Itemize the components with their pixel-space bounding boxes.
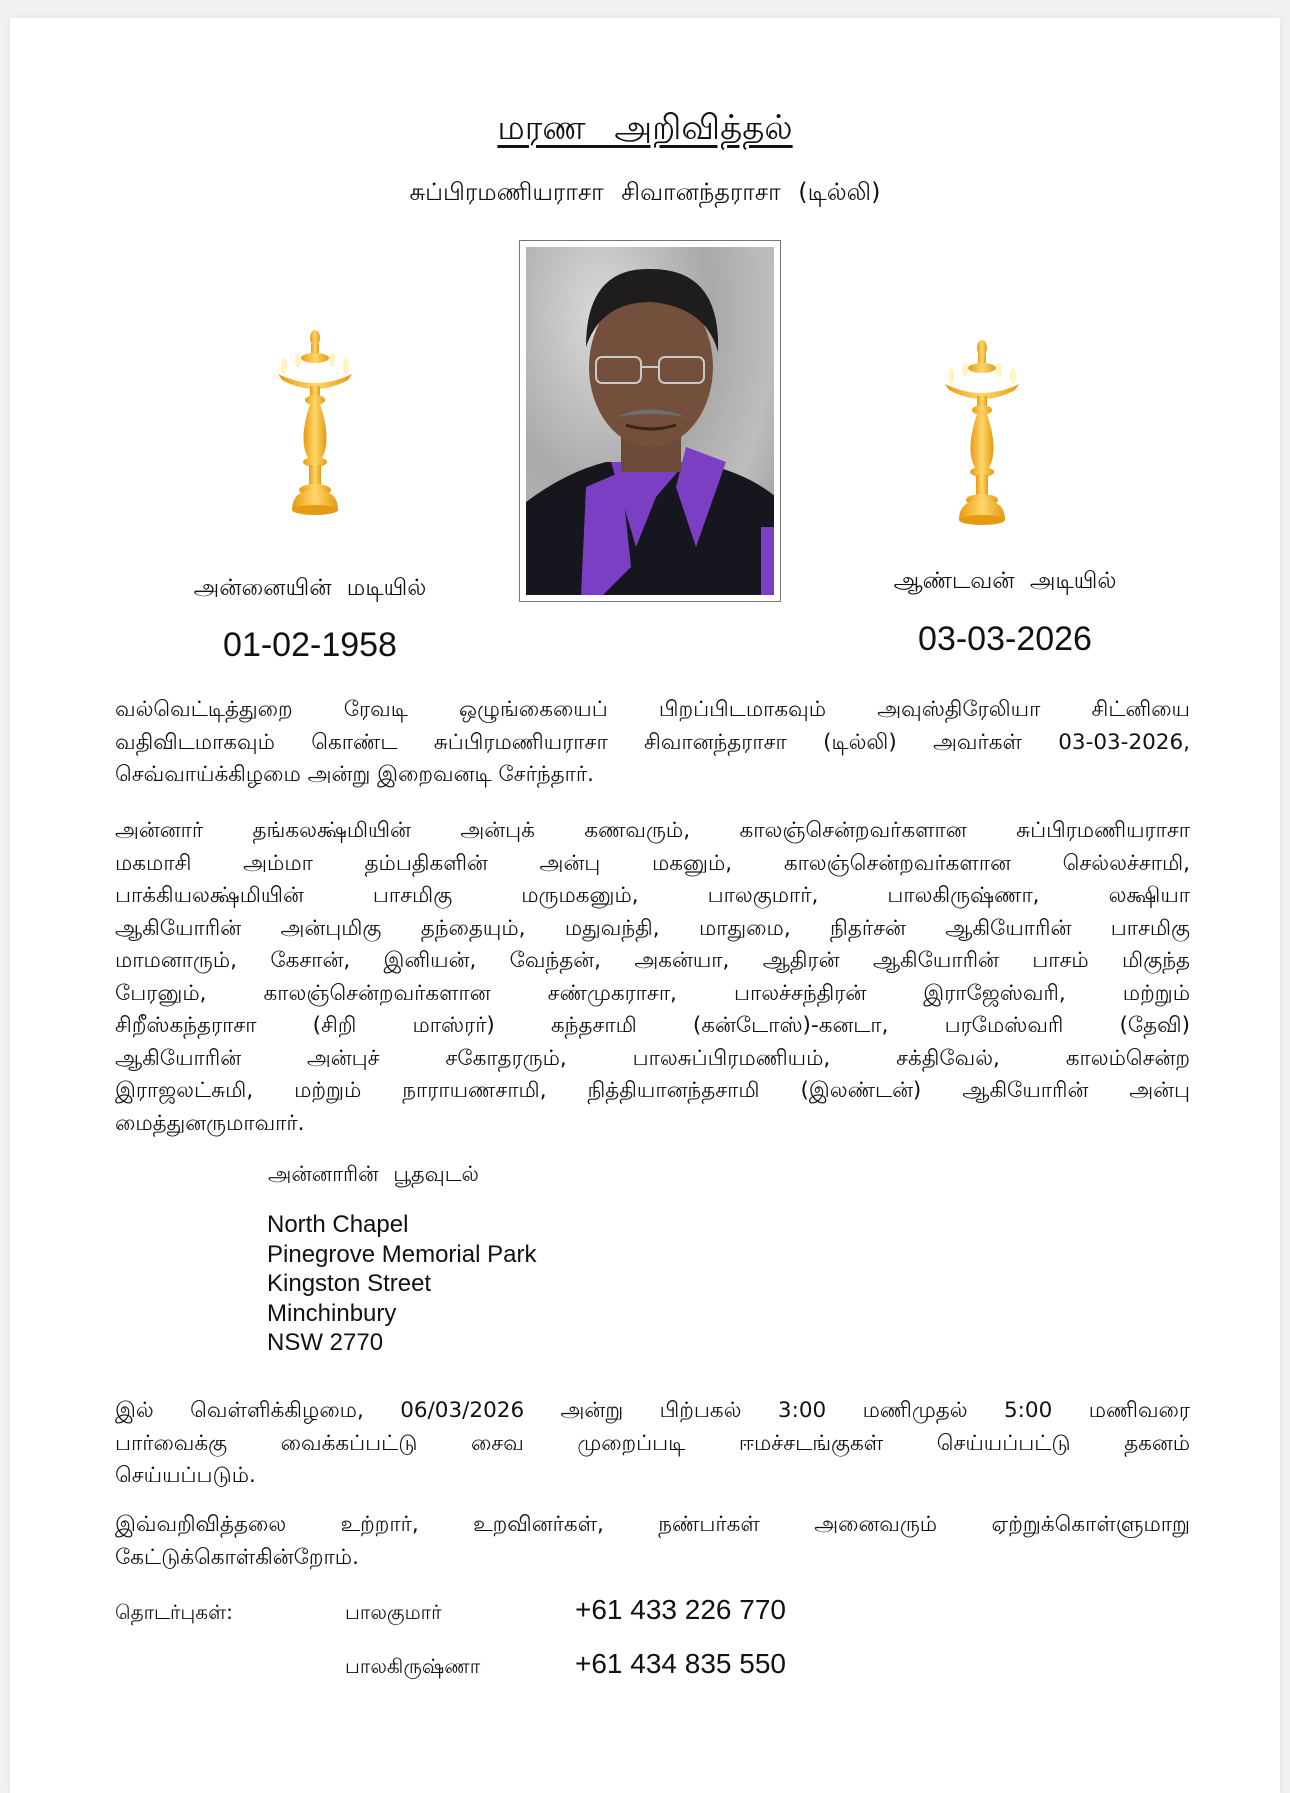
paragraph-line: செவ்வாய்க்கிழமை அன்று இறைவனடி சேர்ந்தார். — [115, 762, 594, 787]
paragraph-line: ஆகியோரின் அன்புச் சகோதரரும், பாலசுப்பிரமணியம், சக்திவேல், காலம்சென்ற — [115, 1045, 1190, 1071]
address-line: Kingston Street — [267, 1270, 432, 1297]
venue-address — [267, 1210, 536, 1358]
address-line: NSW 2770 — [267, 1329, 384, 1356]
notice-title: மரண அறிவித்தல் — [497, 108, 793, 148]
paragraph-line: ஆகியோரின் அன்புமிகு தந்தையும், மதுவந்தி, மாதுமை, நிதர்சன் ஆகியோரின் பாசமிகு — [115, 915, 1190, 941]
death-date: 03-03-2026 — [918, 620, 1092, 658]
address-line: Minchinbury — [267, 1299, 397, 1327]
contact-phone[interactable]: +61 433 226 770 — [575, 1594, 786, 1625]
paragraph-line: வல்வெட்டித்துறை ரேவடி ஒழுங்கையைப் பிறப்பிடமாகவும் அவுஸ்திரேலியா சிட்னியை — [115, 697, 1190, 722]
address-line: Pinegrove Memorial Park — [267, 1240, 537, 1268]
funeral-details-paragraph — [115, 1395, 1190, 1493]
closing-paragraph — [115, 1509, 1190, 1574]
contacts-label: தொடர்புகள்: — [115, 1600, 233, 1624]
paragraph-line: இல் வெள்ளிக்கிழமை, 06/03/2026 அன்று பிற்பகல் 3:00 மணிமுதல் 5:00 மணிவரை — [115, 1398, 1190, 1423]
birth-date: 01-02-1958 — [223, 626, 397, 664]
paragraph-line: மகமாசி அம்மா தம்பதிகளின் அன்பு மகனும், காலஞ்சென்றவர்களான செல்லச்சாமி, — [115, 850, 1190, 876]
paragraph-line: மாமனாரும், கேசான், இனியன், வேந்தன், அகன்யா, ஆதிரன் ஆகியோரின் பாசம் மிகுந்த — [115, 948, 1190, 973]
remains-heading: அன்னாரின் பூதவுடல் — [268, 1162, 479, 1186]
death-label: ஆண்டவன் அடியில் — [893, 568, 1117, 594]
birth-label: அன்னையின் மடியில் — [193, 575, 427, 601]
paragraph-line: பாக்கியலக்ஷ்மியின் பாசமிகு மருமகனும், பாலகுமார், பாலகிருஷ்ணா, லக்ஷியா — [115, 883, 1190, 908]
paragraph-line: பேரனும், காலஞ்சென்றவர்களான சண்முகராசா, பாலச்சந்திரன் இராஜேஸ்வரி, மற்றும் — [115, 980, 1190, 1006]
contact-name: பாலகுமார் — [345, 1600, 442, 1624]
family-paragraph — [115, 815, 1190, 1140]
paragraph-line: இராஜலட்சுமி, மற்றும் நாராயணசாமி, நித்தியானந்தசாமி (இலண்டன்) ஆகியோரின் அன்பு — [115, 1078, 1190, 1103]
portrait-photo-frame — [519, 240, 781, 602]
paragraph-line: இவ்வறிவித்தலை உற்றார், உறவினர்கள், நண்பர்கள் அனைவரும் ஏற்றுக்கொள்ளுமாறு — [115, 1512, 1190, 1537]
contact-phone[interactable]: +61 434 835 550 — [575, 1648, 786, 1679]
deceased-name: சுப்பிரமணியராசா சிவானந்தராசா (டில்லி) — [409, 178, 881, 206]
paragraph-line: மைத்துனருமாவார். — [115, 1110, 305, 1136]
paragraph-line: கேட்டுக்கொள்கின்றோம். — [115, 1544, 359, 1570]
paragraph-line: செய்யப்படும். — [115, 1463, 256, 1488]
paragraph-line: அன்னார் தங்கலக்ஷ்மியின் அன்புக் கணவரும், காலஞ்சென்றவர்களான சுப்பிரமணியராசா — [115, 818, 1190, 843]
paragraph-line: சிறீஸ்கந்தராசா (சிறி மாஸ்ரர்) கந்தசாமி (கன்டோஸ்)-கனடா, பரமேஸ்வரி (தேவி) — [115, 1013, 1190, 1038]
oil-lamp-right-icon — [937, 340, 1027, 530]
paragraph-line: பார்வைக்கு வைக்கப்பட்டு சைவ முறைப்படி ஈமச்சடங்குகள் செய்யப்பட்டு தகனம் — [115, 1430, 1190, 1456]
paragraph-line: வதிவிடமாகவும் கொண்ட சுப்பிரமணியராசா சிவானந்தராசா (டில்லி) அவர்கள் 03-03-2026, — [115, 729, 1190, 755]
portrait-photo — [526, 247, 774, 595]
oil-lamp-left-icon — [270, 330, 360, 520]
contact-name: பாலகிருஷ்ணா — [345, 1654, 481, 1678]
address-line: North Chapel — [267, 1211, 409, 1238]
announcement-paragraph — [115, 694, 1190, 792]
